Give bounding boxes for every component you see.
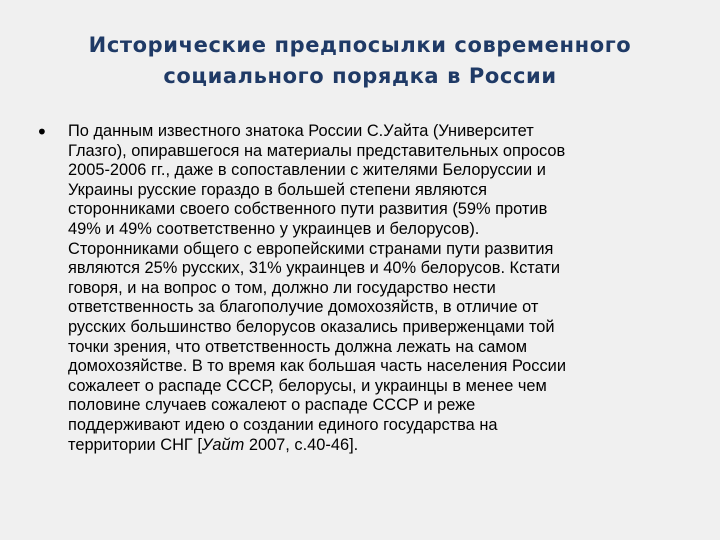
slide-title [20, 30, 700, 92]
body-line: русских большинство белорусов оказались приверженцами той [68, 317, 555, 336]
citation-author: Уайт [201, 435, 245, 454]
body-line: По данным известного знатока России С.Уайта (Университет [68, 122, 534, 140]
body-line: домохозяйстве. В то время как большая часть населения России [68, 357, 566, 376]
body-line-last [68, 436, 691, 456]
body-line: Сторонниками общего с европейскими странами пути развития [68, 239, 554, 258]
slide-body [36, 122, 691, 455]
body-line: точки зрения, что ответственность должна лежать на самом [68, 337, 528, 356]
body-line: сожалеет о распаде СССР, белорусы, и украинцы в менее чем [68, 376, 547, 395]
body-line: поддерживают идею о создании единого государства на [68, 415, 498, 434]
body-line: половине случаев сожалеют о распаде СССР и реже [68, 396, 476, 415]
body-line: Глазго), опиравшегося на материалы представительных опросов [68, 141, 566, 160]
body-line: ответственность за благополучие домохозяйств, в отличие от [68, 298, 539, 317]
body-line: говоря, и на вопрос о том, должно ли государство нести [68, 278, 496, 297]
body-line: Украины русские гораздо в большей степени являются [68, 180, 487, 199]
body-line: сторонниками своего собственного пути развития (59% против [68, 200, 548, 219]
bullet-marker: • [36, 120, 48, 144]
slide-title-line: Исторические предпосылки современного [88, 33, 632, 57]
body-line: являются 25% русских, 31% украинцев и 40% белорусов. Кстати [68, 259, 561, 278]
citation-suffix: 2007, с.40-46]. [244, 435, 359, 454]
citation-prefix: территории СНГ [ [68, 435, 202, 454]
slide-title-line: социального порядка в России [163, 64, 557, 88]
body-line: 2005-2006 гг., даже в сопоставлении с жителями Белоруссии и [68, 161, 546, 180]
bullet-text [68, 122, 691, 455]
bullet-item [36, 122, 691, 455]
body-line: 49% и 49% соответственно у украинцев и белорусов). [68, 219, 480, 238]
